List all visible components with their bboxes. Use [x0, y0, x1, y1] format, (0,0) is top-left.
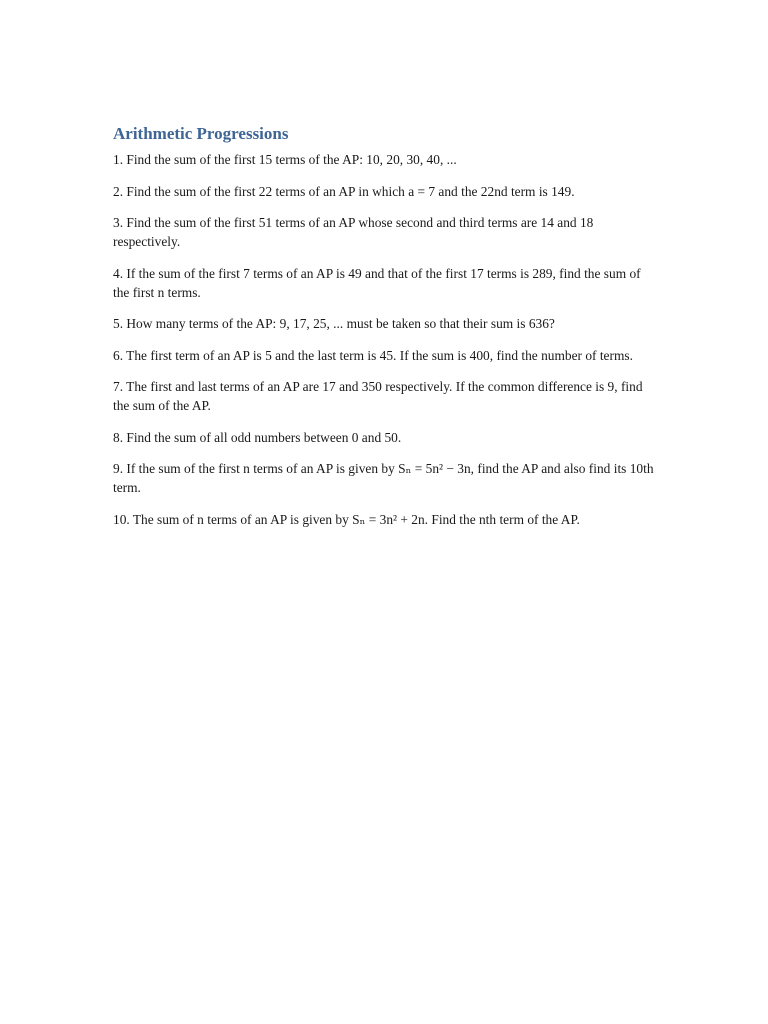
- question-item: 1. Find the sum of the first 15 terms of the AP: 10, 20, 30, 40, ...: [113, 152, 457, 167]
- question-item: 4. If the sum of the first 7 terms of an AP is 49 and that of the first 17 terms is 289, find the sum of the first n terms.: [113, 265, 641, 300]
- question-item: 6. The first term of an AP is 5 and the last term is 45. If the sum is 400, find the number of terms.: [113, 347, 633, 363]
- question-item: 8. Find the sum of all odd numbers between 0 and 50.: [113, 429, 402, 445]
- question-item: 5. How many terms of the AP: 9, 17, 25, ... must be taken so that their sum is 636?: [113, 316, 555, 331]
- question-item: 9. If the sum of the first n terms of an AP is given by Sₙ = 5n² − 3n, find the AP and also find its 10th term.: [113, 461, 654, 495]
- question-item: 3. Find the sum of the first 51 terms of an AP whose second and third terms are 14 and 18 respectively.: [113, 215, 594, 249]
- document-title: Arithmetic Progressions: [113, 124, 289, 143]
- question-item: 10. The sum of n terms of an AP is given by Sₙ = 3n² + 2n. Find the nth term of the AP.: [113, 511, 580, 527]
- question-item: 2. Find the sum of the first 22 terms of an AP in which a = 7 and the 22nd term is 149.: [113, 183, 575, 199]
- question-item: 7. The first and last terms of an AP are 17 and 350 respectively. If the common difference is 9, find the sum of the AP.: [113, 379, 643, 413]
- document-content: [113, 122, 658, 541]
